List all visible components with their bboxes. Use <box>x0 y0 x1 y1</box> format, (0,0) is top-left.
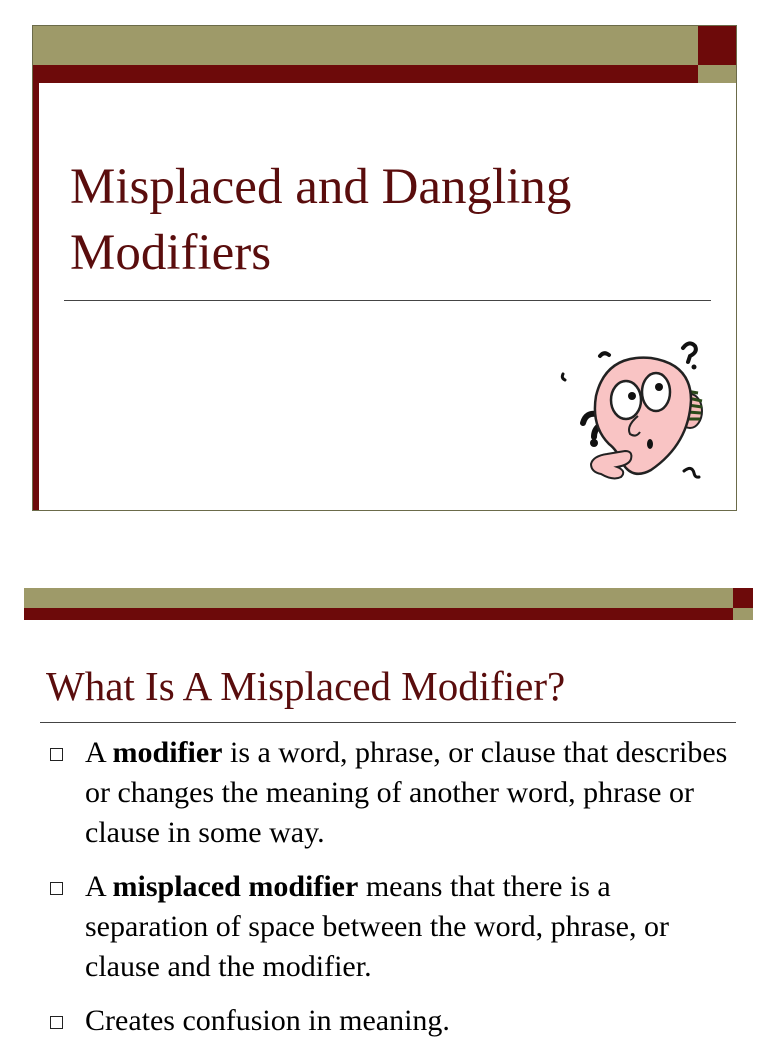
corner-square-maroon <box>733 588 753 608</box>
header-bar-olive <box>33 26 698 65</box>
slide-title: What Is A Misplaced Modifier? <box>46 663 566 709</box>
confused-man-clipart <box>538 316 708 486</box>
bullet-text: A modifier is a word, phrase, or clause that describes or changes the meaning of another word, phrase or clause in some way. <box>85 736 728 849</box>
bullet-item <box>50 733 740 853</box>
slide-title <box>70 154 690 286</box>
title-divider <box>40 722 736 723</box>
title-line-2: Modifiers <box>70 225 272 281</box>
bullet-item <box>50 867 740 987</box>
corner-square-olive <box>698 65 736 83</box>
title-divider <box>64 300 711 301</box>
bullet-list <box>50 733 740 1055</box>
header-bar-maroon <box>24 608 733 620</box>
square-bullet-icon <box>50 882 63 895</box>
title-line-1: Misplaced and Dangling <box>70 159 572 215</box>
bullet-item <box>50 1001 740 1041</box>
corner-square-olive <box>733 608 753 620</box>
left-accent-bar <box>33 83 39 510</box>
bullet-text: A misplaced modifier means that there is a separation of space between the word, phrase, or clause and the modifier. <box>85 870 669 983</box>
slide-1 <box>32 25 737 511</box>
header-bar-olive <box>24 588 733 608</box>
square-bullet-icon <box>50 1016 63 1029</box>
header-bar-maroon <box>33 65 698 83</box>
bullet-text: Creates confusion in meaning. <box>85 1004 450 1037</box>
corner-square-maroon <box>698 26 736 65</box>
slide-2 <box>0 588 768 1037</box>
square-bullet-icon <box>50 748 63 761</box>
